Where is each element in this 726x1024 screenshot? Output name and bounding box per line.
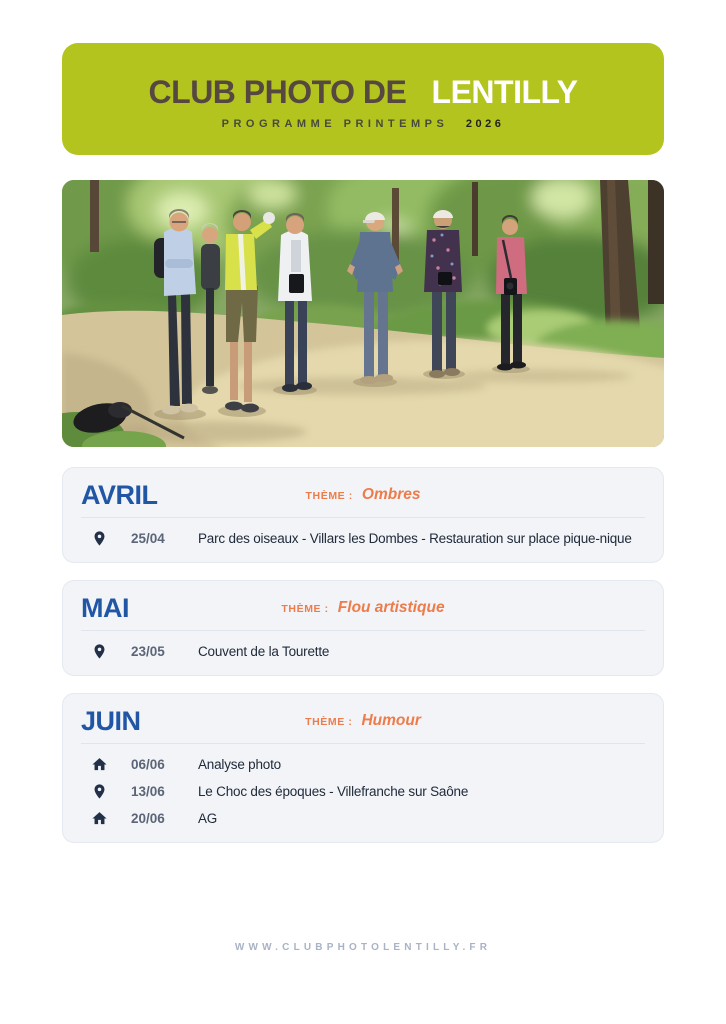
subtitle-text: PROGRAMME PRINTEMPS	[221, 118, 449, 130]
theme-value: Humour	[361, 712, 421, 729]
theme-block	[281, 599, 444, 617]
event-rows	[81, 744, 645, 832]
group-photo	[62, 180, 664, 447]
month-cards	[62, 467, 664, 860]
month-name: AVRIL	[81, 479, 158, 510]
map-pin-icon	[91, 783, 108, 800]
banner	[62, 43, 664, 155]
event-text: Analyse photo	[198, 757, 281, 772]
home-icon	[91, 756, 108, 773]
month-name: MAI	[81, 592, 129, 623]
month-card	[62, 580, 664, 676]
theme-label: THÈME :	[281, 603, 329, 615]
event-rows	[81, 518, 645, 552]
footer	[0, 942, 726, 953]
event-row	[81, 638, 645, 665]
month-card-header	[81, 704, 645, 738]
theme-value: Flou artistique	[337, 599, 445, 616]
month-card	[62, 693, 664, 843]
month-card	[62, 467, 664, 563]
event-date: 06/06	[131, 757, 165, 772]
theme-block	[306, 486, 421, 504]
event-text: AG	[198, 811, 218, 826]
event-row	[81, 751, 645, 778]
event-date: 23/05	[131, 644, 165, 659]
club-title	[62, 74, 664, 110]
forest-photo-illustration	[62, 180, 664, 447]
subtitle-year: 2026	[465, 118, 505, 130]
month-name: JUIN	[81, 705, 141, 736]
home-icon	[91, 810, 108, 827]
club-title-part1: CLUB PHOTO DE	[148, 74, 407, 110]
month-card-header	[81, 591, 645, 625]
event-row	[81, 778, 645, 805]
event-text: Couvent de la Tourette	[198, 644, 330, 659]
club-title-part2: LENTILLY	[431, 74, 578, 110]
event-rows	[81, 631, 645, 665]
event-date: 13/06	[131, 784, 165, 799]
theme-label: THÈME :	[305, 490, 353, 502]
theme-value: Ombres	[361, 486, 421, 503]
event-date: 20/06	[131, 811, 165, 826]
event-text: Le Choc des époques - Villefranche sur Saône	[198, 784, 469, 799]
event-row	[81, 805, 645, 832]
month-card-header	[81, 478, 645, 512]
event-row	[81, 525, 645, 552]
theme-label: THÈME :	[305, 716, 353, 728]
event-text: Parc des oiseaux - Villars les Dombes - Restauration sur place pique-nique	[198, 531, 632, 546]
map-pin-icon	[91, 530, 108, 547]
website-url: WWW.CLUBPHOTOLENTILLY.FR	[234, 942, 492, 953]
event-date: 25/04	[131, 531, 165, 546]
theme-block	[305, 712, 421, 730]
map-pin-icon	[91, 643, 108, 660]
program-subtitle	[62, 118, 664, 130]
